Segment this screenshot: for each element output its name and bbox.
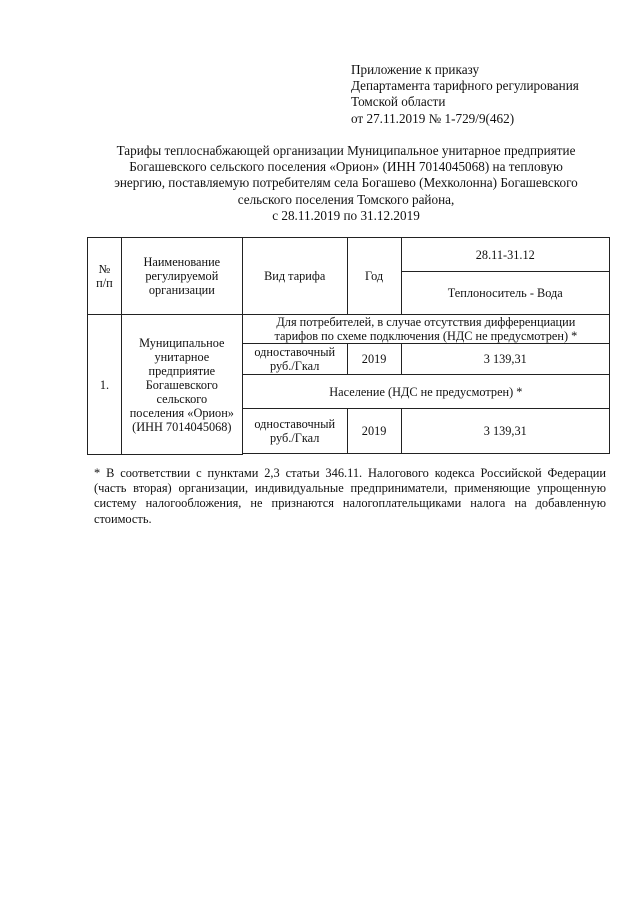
row-number: 1.: [88, 315, 122, 455]
title-line: Богашевского сельского поселения «Орион» (ИНН 7014045068) на тепловую: [129, 159, 563, 175]
footnote: [94, 466, 606, 527]
footnote-text: * В соответствии с пунктами 2,3 статьи 346.11. Налогового кодекса Российской Федерации: [94, 466, 606, 480]
header-carrier: Теплоноситель - Вода: [401, 272, 609, 315]
section-population: Население (НДС не предусмотрен) *: [242, 375, 609, 409]
title-period: с 28.11.2019 по 31.12.2019: [272, 207, 420, 223]
header-tariff-type: Вид тарифа: [242, 238, 347, 315]
footnote-text: упрощенную систему налогообложения, не признаются налогоплательщиками налога на: [94, 481, 606, 511]
header-year: Год: [347, 238, 401, 315]
year-cell: 2019: [347, 344, 401, 375]
document-title: [70, 143, 622, 224]
appendix-line: Томской области: [351, 94, 446, 110]
appendix-block: [351, 62, 579, 127]
tariff-table: [87, 237, 610, 455]
footnote-text: (часть вторая) организации, индивидуальные предприниматели, применяющие: [94, 481, 531, 496]
tariff-type-cell: одноставочный руб./Гкал: [242, 344, 347, 375]
appendix-line: Приложение к приказу: [351, 62, 480, 77]
header-period: 28.11-31.12: [401, 238, 609, 272]
title-line: сельского поселения Томского района,: [237, 191, 455, 207]
footnote-text: добавленную стоимость.: [94, 496, 606, 526]
appendix-line: Департамента тарифного регулирования: [351, 78, 579, 94]
header-organization: Наименование регулируемой организации: [121, 238, 242, 315]
title-line: энергию, поставляемую потребителям села Богашево (Мехколонна) Богашевского: [114, 175, 578, 191]
header-number: № п/п: [88, 238, 122, 315]
appendix-order-date: от 27.11.2019 № 1-729/9(462): [351, 110, 515, 126]
section-consumers: Для потребителей, в случае отсутствия дифференциации тарифов по схеме подключения (НДС не предусмотрен) *: [242, 315, 609, 344]
title-line: Тарифы теплоснабжающей организации Муниципальное унитарное предприятие: [116, 143, 576, 158]
table-header-row: [88, 238, 610, 272]
tariff-type-cell: одноставочный руб./Гкал: [242, 409, 347, 454]
tariff-value-cell: 3 139,31: [401, 344, 609, 375]
tariff-value-cell: 3 139,31: [401, 409, 609, 454]
year-cell: 2019: [347, 409, 401, 454]
organization-name: Муниципальное унитарное предприятие Богашевского сельского поселения «Орион» (ИНН 7014045068): [121, 315, 242, 455]
table-row: [88, 315, 610, 344]
